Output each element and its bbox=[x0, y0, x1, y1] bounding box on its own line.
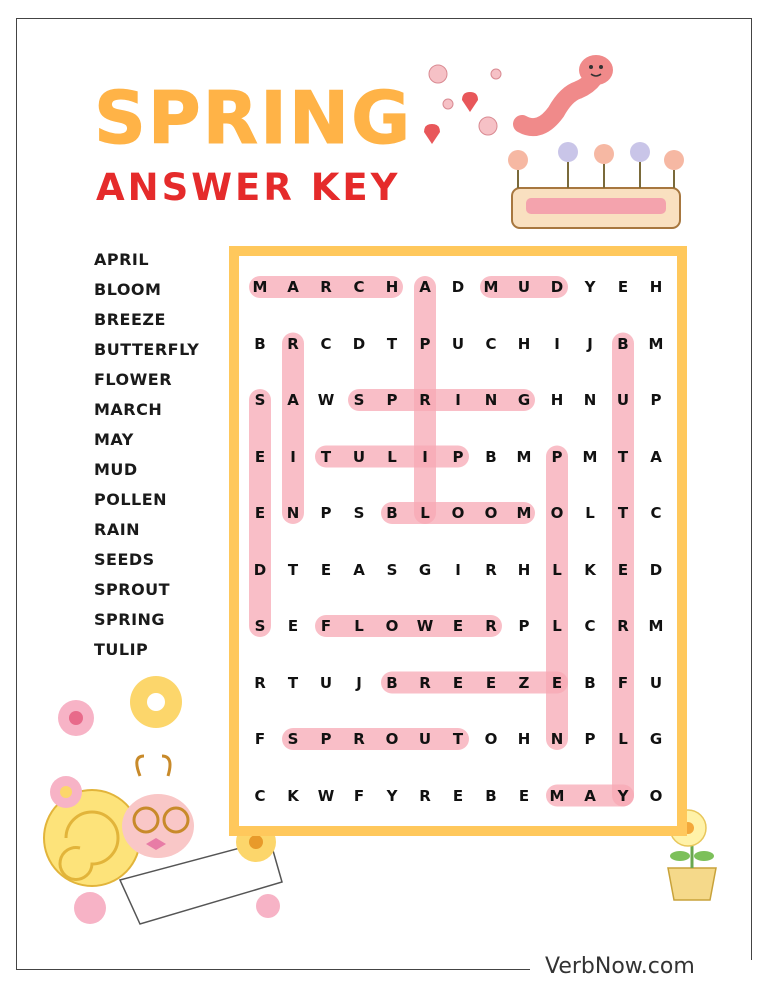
grid-letter: N bbox=[286, 504, 300, 522]
grid-letter: A bbox=[419, 278, 431, 296]
grid-letter: W bbox=[317, 786, 335, 805]
grid-letter: F bbox=[617, 673, 629, 692]
grid-letter: W bbox=[317, 391, 335, 409]
grid-letter: H bbox=[517, 334, 531, 353]
grid-letter: U bbox=[451, 334, 465, 353]
grid-letter: E bbox=[452, 617, 464, 635]
grid-letter: G bbox=[649, 730, 663, 748]
grid-letter: O bbox=[484, 730, 498, 748]
word-list-item: MAY bbox=[94, 430, 134, 449]
grid-letter: S bbox=[254, 391, 266, 409]
grid-letter: M bbox=[516, 447, 532, 466]
grid-letter: F bbox=[320, 617, 332, 635]
grid-letter: U bbox=[352, 447, 366, 466]
word-list-item: BREEZE bbox=[94, 310, 166, 329]
grid-letter: M bbox=[648, 334, 664, 353]
grid-letter: U bbox=[517, 278, 531, 296]
grid-letter: R bbox=[287, 334, 299, 353]
grid-letter: S bbox=[254, 617, 266, 635]
grid-letter: T bbox=[386, 334, 398, 353]
grid-letter: R bbox=[617, 617, 629, 635]
grid-letter: C bbox=[353, 278, 365, 296]
grid-letter: U bbox=[418, 730, 432, 748]
grid-letter: K bbox=[584, 560, 596, 579]
grid-letter: B bbox=[485, 786, 497, 805]
grid-letter: B bbox=[254, 334, 266, 353]
grid-letter: H bbox=[517, 560, 531, 579]
grid-letter: C bbox=[584, 617, 596, 635]
grid-letter: P bbox=[584, 730, 596, 748]
grid-letter: A bbox=[287, 278, 299, 296]
grid-letter: T bbox=[617, 447, 629, 466]
grid-letter: T bbox=[320, 447, 332, 466]
grid-letter: J bbox=[587, 334, 593, 353]
grid-letter: N bbox=[550, 730, 564, 748]
grid-letter: O bbox=[649, 786, 663, 805]
word-list-item: RAIN bbox=[94, 520, 141, 539]
word-list-item: MARCH bbox=[94, 400, 163, 419]
grid-letter: P bbox=[551, 447, 563, 466]
grid-letter: M bbox=[549, 786, 565, 805]
grid-letter: T bbox=[617, 504, 629, 522]
grid-letter: M bbox=[582, 447, 598, 466]
grid-letter: I bbox=[455, 391, 461, 409]
grid-letter: C bbox=[254, 786, 266, 805]
grid-letter: J bbox=[356, 673, 362, 692]
grid-letter: P bbox=[518, 617, 530, 635]
word-list-item: BUTTERFLY bbox=[94, 340, 200, 359]
grid-letter: Y bbox=[584, 278, 596, 296]
grid-letter: D bbox=[352, 334, 366, 353]
word-list-item: TULIP bbox=[94, 640, 149, 659]
grid-letter: B bbox=[617, 334, 629, 353]
grid-letter: B bbox=[386, 504, 398, 522]
grid-letter: C bbox=[650, 504, 662, 522]
grid-letter: H bbox=[385, 278, 399, 296]
grid-letter: U bbox=[319, 673, 333, 692]
grid-letter: E bbox=[485, 673, 497, 692]
grid-letter: R bbox=[419, 786, 431, 805]
grid-letter: O bbox=[451, 504, 465, 522]
grid-letter: P bbox=[419, 334, 431, 353]
word-list-item: SEEDS bbox=[94, 550, 155, 569]
grid-letter: K bbox=[287, 786, 299, 805]
grid-letter: P bbox=[386, 391, 398, 409]
grid-letter: C bbox=[485, 334, 497, 353]
word-list-item: POLLEN bbox=[94, 490, 168, 509]
grid-letter: A bbox=[650, 447, 662, 466]
grid-letter: O bbox=[385, 730, 399, 748]
grid-letter: E bbox=[320, 560, 332, 579]
grid-letter: B bbox=[485, 447, 497, 466]
grid-letter: M bbox=[516, 504, 532, 522]
page-subtitle: ANSWER KEY bbox=[96, 166, 401, 209]
grid-letter: M bbox=[252, 278, 268, 296]
grid-letter: O bbox=[484, 504, 498, 522]
grid-letter: C bbox=[320, 334, 332, 353]
grid-letter: M bbox=[648, 617, 664, 635]
grid-letter: T bbox=[287, 673, 299, 692]
page-title: SPRING bbox=[94, 76, 413, 160]
grid-letter: N bbox=[583, 391, 597, 409]
grid-letter: E bbox=[254, 504, 266, 522]
grid-letter: O bbox=[550, 504, 564, 522]
grid-letter: B bbox=[386, 673, 398, 692]
grid-letter: R bbox=[485, 560, 497, 579]
grid-letter: E bbox=[518, 786, 530, 805]
grid-letter: Y bbox=[617, 786, 629, 805]
grid-letter: G bbox=[418, 560, 432, 579]
grid-letter: L bbox=[585, 504, 595, 522]
footer-brand: VerbNow.com bbox=[545, 954, 695, 979]
word-list bbox=[94, 250, 199, 670]
word-list-item: MUD bbox=[94, 460, 138, 479]
grid-letter: I bbox=[290, 447, 296, 466]
grid-letter: Z bbox=[518, 673, 530, 692]
grid-letter: A bbox=[584, 786, 596, 805]
grid-letter: S bbox=[353, 504, 365, 522]
grid-letter: R bbox=[485, 617, 497, 635]
grid-letter: E bbox=[617, 560, 629, 579]
grid-letter: A bbox=[353, 560, 365, 579]
grid-letter: I bbox=[455, 560, 461, 579]
grid-letter: F bbox=[254, 730, 266, 748]
grid-letter: H bbox=[550, 391, 564, 409]
word-list-item: APRIL bbox=[94, 250, 150, 269]
grid-letter: L bbox=[552, 617, 562, 635]
grid-letter: U bbox=[649, 673, 663, 692]
grid-letter: T bbox=[452, 730, 464, 748]
grid-letter: A bbox=[287, 391, 299, 409]
grid-letter: O bbox=[385, 617, 399, 635]
grid-letter: P bbox=[320, 504, 332, 522]
grid-letter: D bbox=[451, 278, 465, 296]
grid-letter: E bbox=[617, 278, 629, 296]
grid-letter: L bbox=[354, 617, 364, 635]
grid-letter: E bbox=[287, 617, 299, 635]
grid-letter: H bbox=[649, 278, 663, 296]
grid-letter: R bbox=[419, 673, 431, 692]
grid-letter: S bbox=[353, 391, 365, 409]
grid-letter: G bbox=[517, 391, 531, 409]
grid-letter: H bbox=[517, 730, 531, 748]
grid-letter: L bbox=[387, 447, 397, 466]
grid-letter: P bbox=[452, 447, 464, 466]
flower-box-icon bbox=[508, 142, 684, 228]
grid-letter: S bbox=[386, 560, 398, 579]
grid-letter: L bbox=[552, 560, 562, 579]
grid-letter: E bbox=[551, 673, 563, 692]
yellow-flower-icon bbox=[130, 676, 182, 728]
grid-letter: M bbox=[483, 278, 499, 296]
grid-letter: E bbox=[452, 673, 464, 692]
grid-letter: N bbox=[484, 391, 498, 409]
grid-letter: Y bbox=[386, 786, 398, 805]
grid-letter: I bbox=[554, 334, 560, 353]
grid-letter: S bbox=[287, 730, 299, 748]
word-list-item: FLOWER bbox=[94, 370, 173, 389]
grid-letter: P bbox=[650, 391, 662, 409]
grid-letter: B bbox=[584, 673, 596, 692]
grid-letter: L bbox=[618, 730, 628, 748]
grid-letter: E bbox=[254, 447, 266, 466]
grid-letter: R bbox=[419, 391, 431, 409]
grid-letter: T bbox=[287, 560, 299, 579]
word-list-item: SPRING bbox=[94, 610, 166, 629]
grid-letter: D bbox=[253, 560, 267, 579]
grid-letter: I bbox=[422, 447, 428, 466]
grid-letter: R bbox=[254, 673, 266, 692]
word-list-item: BLOOM bbox=[94, 280, 162, 299]
word-list-item: SPROUT bbox=[94, 580, 171, 599]
grid-letter: U bbox=[616, 391, 630, 409]
grid-letter: L bbox=[420, 504, 430, 522]
grid-letter: E bbox=[452, 786, 464, 805]
grid-letter: D bbox=[649, 560, 663, 579]
grid-letter: W bbox=[416, 617, 434, 635]
worm-icon bbox=[522, 55, 613, 127]
grid-letter: R bbox=[353, 730, 365, 748]
grid-letter: D bbox=[550, 278, 564, 296]
grid-letter: F bbox=[353, 786, 365, 805]
pink-flower-icon bbox=[58, 700, 94, 736]
grid-letter: R bbox=[320, 278, 332, 296]
grid-letter: P bbox=[320, 730, 332, 748]
